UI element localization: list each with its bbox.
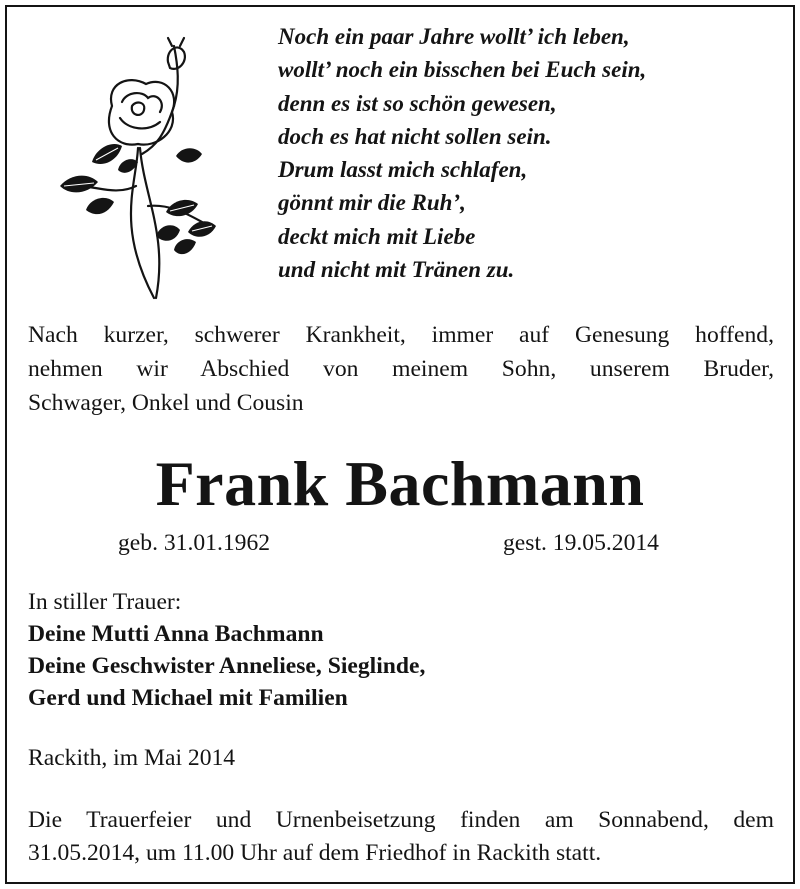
- birth-date: geb. 31.01.1962: [118, 530, 271, 556]
- poem-line: Noch ein paar Jahre wollt’ ich leben,: [278, 24, 630, 49]
- funeral-line: 31.05.2014, um 11.00 Uhr auf dem Friedhof in Rackith statt.: [28, 840, 602, 866]
- mourners-block: [28, 586, 425, 714]
- mourner-line: Deine Geschwister Anneliese, Sieglinde,: [28, 653, 426, 679]
- poem-line: denn es ist so schön gewesen,: [278, 90, 557, 116]
- poem-line: doch es hat nicht sollen sein.: [278, 123, 552, 149]
- place-date: Rackith, im Mai 2014: [28, 745, 236, 771]
- announcement-line: nehmen wir Abschied von meinem Sohn, unserem Bruder,: [28, 356, 774, 382]
- poem-line: gönnt mir die Ruh’,: [278, 190, 466, 216]
- poem-line: und nicht mit Tränen zu.: [278, 257, 515, 283]
- poem-line: Drum lasst mich schlafen,: [278, 157, 528, 183]
- poem-line: deckt mich mit Liebe: [278, 223, 476, 249]
- mourners-heading: In stiller Trauer:: [28, 589, 182, 615]
- death-date: gest. 19.05.2014: [503, 530, 659, 556]
- poem-line: wollt’ noch ein bisschen bei Euch sein,: [278, 57, 647, 83]
- announcement-text: [28, 318, 774, 420]
- funeral-line: Die Trauerfeier und Urnenbeisetzung finden am Sonnabend, dem: [28, 807, 774, 833]
- announcement-line: Nach kurzer, schwerer Krankheit, immer auf Genesung hoffend,: [28, 322, 774, 348]
- deceased-name: Frank Bachmann: [155, 448, 645, 519]
- mourner-line: Deine Mutti Anna Bachmann: [28, 621, 324, 647]
- announcement-line: Schwager, Onkel und Cousin: [28, 390, 304, 416]
- rose-icon: [56, 36, 218, 300]
- funeral-notice: [28, 804, 774, 870]
- poem: [278, 20, 646, 286]
- mourner-line: Gerd und Michael mit Familien: [28, 685, 348, 711]
